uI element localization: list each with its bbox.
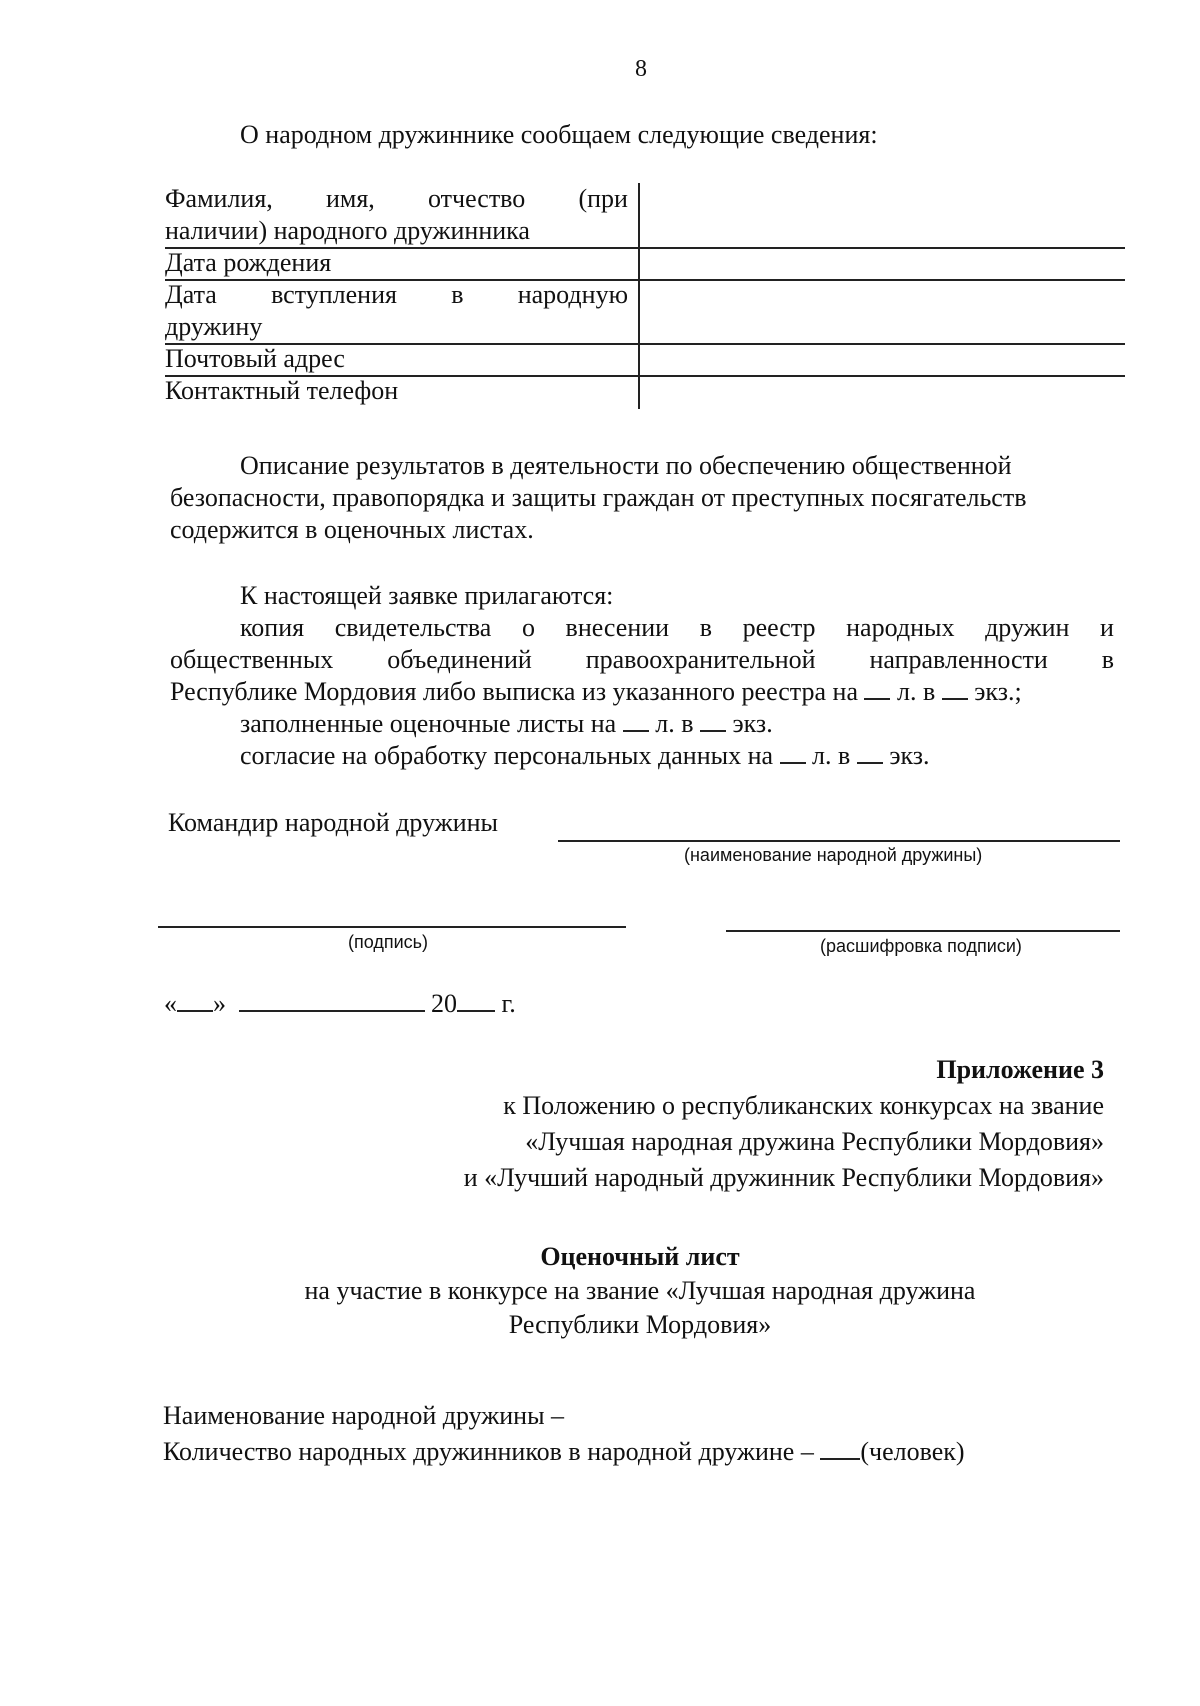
table-row <box>165 247 1125 279</box>
evaluation-title-block: Оценочный лист на участие в конкурсе на звание «Лучшая народная дружина Республики Мордовия» <box>160 1240 1120 1342</box>
blank-sheets-1[interactable] <box>864 676 890 700</box>
appendix-header: Приложение 3 к Положению о республиканских конкурсах на звание «Лучшая народная дружина Республики Мордовия» и «Лучший народный дружинник Республики Мордовия» <box>464 1052 1104 1196</box>
signature-decryption-line[interactable] <box>726 930 1120 932</box>
attachments-section: К настоящей заявке прилагаются: копия свидетельства о внесении в реестр народных дружин и общественных объединений правоохранительной направленности в Республике Мордовия либо выписка из указанного реестра на л. в экз.; заполненные оценочные листы на л. в экз. согласие на обработку персональных данных на л. в экз. <box>170 581 1114 770</box>
row-label-phone: Контактный телефон <box>165 376 399 405</box>
member-count-field: Количество народных дружинников в народной дружине – (человек) <box>163 1437 965 1466</box>
row-value-address[interactable] <box>638 343 1125 375</box>
attachments-heading: К настоящей заявке прилагаются: <box>240 581 614 610</box>
table-row <box>165 343 1125 375</box>
blank-copies-2[interactable] <box>700 708 726 732</box>
date-line: « » 20 г. <box>164 989 516 1018</box>
evaluation-title: Оценочный лист <box>540 1242 740 1271</box>
druzhina-name-line[interactable] <box>558 840 1120 842</box>
blank-member-count[interactable] <box>820 1436 860 1460</box>
blank-day[interactable] <box>177 988 213 1012</box>
footer-fields <box>163 1398 965 1470</box>
blank-copies-3[interactable] <box>857 740 883 764</box>
row-label-join-date: Дата вступления в народную дружину <box>165 280 628 341</box>
blank-month[interactable] <box>239 988 425 1012</box>
row-label-birthdate: Дата рождения <box>165 248 332 277</box>
table-row <box>165 279 1125 343</box>
row-value-birthdate[interactable] <box>638 247 1125 279</box>
page-number: 8 <box>635 56 647 82</box>
row-label-address: Почтовый адрес <box>165 344 345 373</box>
blank-copies-1[interactable] <box>942 676 968 700</box>
druzhina-name-caption: (наименование народной дружины) <box>684 845 983 865</box>
commander-label: Командир народной дружины <box>168 808 498 837</box>
description-paragraph: Описание результатов в деятельности по обеспечению общественной безопасности, правопорядка и защиты граждан от преступных посягательств содержится в оценочных листах. <box>170 451 1027 544</box>
row-value-phone[interactable] <box>638 375 1125 409</box>
blank-sheets-3[interactable] <box>780 740 806 764</box>
attachment-item-3: согласие на обработку персональных данных на л. в экз. <box>240 741 930 770</box>
row-value-fullname[interactable] <box>638 183 1125 247</box>
signature-decryption-caption: (расшифровка подписи) <box>820 936 1022 956</box>
blank-year[interactable] <box>457 988 495 1012</box>
signature-line[interactable] <box>158 926 626 928</box>
appendix-title: Приложение 3 <box>936 1055 1104 1084</box>
row-value-join-date[interactable] <box>638 279 1125 343</box>
info-table <box>165 183 1125 409</box>
row-label-fullname: Фамилия, имя, отчество (при наличии) народного дружинника <box>165 184 628 245</box>
table-row <box>165 375 1125 409</box>
attachment-item-2: заполненные оценочные листы на л. в экз. <box>240 709 773 738</box>
signature-caption: (подпись) <box>348 932 429 952</box>
table-row <box>165 183 1125 247</box>
blank-sheets-2[interactable] <box>623 708 649 732</box>
attachment-item-1: копия свидетельства о внесении в реестр народных дружин и <box>240 613 1114 642</box>
intro-text: О народном дружиннике сообщаем следующие сведения: <box>240 120 878 149</box>
druzhina-name-field: Наименование народной дружины – <box>163 1401 565 1430</box>
